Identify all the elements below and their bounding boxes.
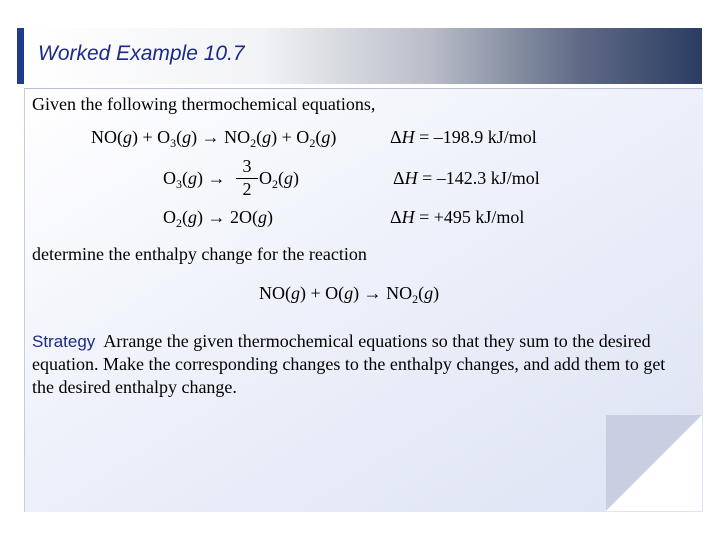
equation-2-right: $O_2(g)$ xyxy=(259,168,299,191)
target-reaction: $NO(g) + O(g) \to NO_2(g)$ xyxy=(259,283,440,306)
strategy-label: Strategy xyxy=(32,332,96,351)
strategy-text: Arrange the given thermochemical equations so that they sum to the desired equation. Make the corresponding changes to the enthalpy changes, and add them to get the desired enthalpy change. xyxy=(32,331,666,397)
fraction-denominator: 2 xyxy=(242,179,252,199)
strategy-paragraph xyxy=(32,330,677,399)
enthalpy-1: ΔH = –198.9 kJ/mol xyxy=(390,127,537,147)
page-curl xyxy=(606,415,702,511)
slide-title: Worked Example 10.7 xyxy=(38,42,245,65)
fraction-numerator: 3 xyxy=(242,156,252,176)
enthalpy-2: ΔH = –142.3 kJ/mol xyxy=(393,168,540,188)
equation-1: $NO(g) + O_3(g) \to NO_2(g) + O_2(g)$ xyxy=(91,127,337,150)
intro-text: Given the following thermochemical equations, xyxy=(32,94,376,114)
header-accent-bar xyxy=(17,28,24,84)
equation-2-left: $O_3(g)$ → xyxy=(163,168,226,191)
fraction-three-halves xyxy=(236,157,258,200)
equation-3: $O_2(g) \to 2O(g)$ xyxy=(163,207,273,230)
enthalpy-3: ΔH = +495 kJ/mol xyxy=(390,207,525,227)
question-text: determine the enthalpy change for the reaction xyxy=(32,244,367,264)
